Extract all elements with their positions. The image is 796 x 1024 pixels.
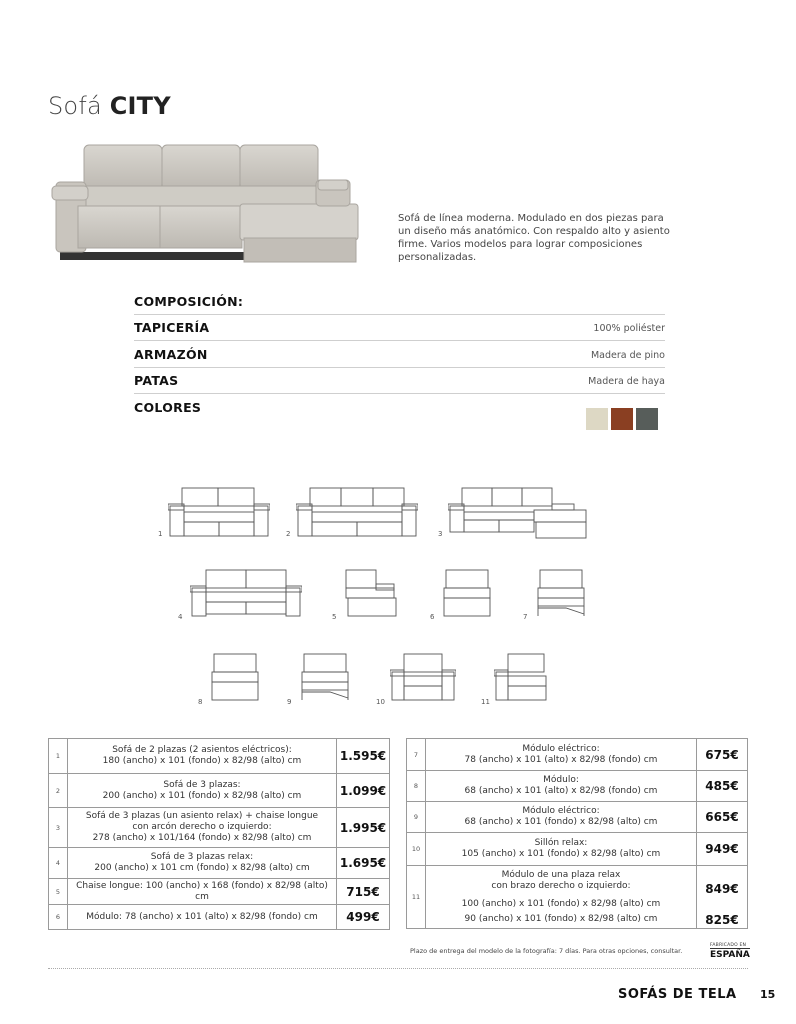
table-row — [49, 774, 390, 808]
color-swatch-brown[interactable] — [611, 408, 633, 430]
diagram-number: 9 — [287, 698, 292, 706]
desc-line: 105 (ancho) x 101 (fondo) x 82/98 (alto) cm — [461, 849, 661, 859]
desc-line: con arcón derecho o izquierdo: — [132, 822, 272, 832]
diagram-number: 3 — [438, 530, 443, 538]
diagram-module-electric-68 — [300, 652, 350, 704]
desc-line: Módulo eléctrico: — [522, 743, 600, 754]
row-price: 715€ — [337, 879, 390, 905]
desc-line: Sofá de 3 plazas: — [163, 779, 241, 790]
row-number: 1 — [49, 739, 68, 774]
desc-line: 200 (ancho) x 101 (fondo) x 82/98 (alto) cm — [102, 790, 302, 801]
diagram-2-seat-sofa — [168, 486, 270, 540]
desc-line: Chaise longue: 100 (ancho) x 168 (fondo) x 82/98 (alto) cm — [76, 880, 328, 902]
table-row — [407, 866, 748, 897]
row-description — [68, 879, 337, 905]
row-price: 499€ — [337, 905, 390, 930]
price-table-right — [406, 738, 748, 929]
desc-line: Sofá de 2 plazas (2 asientos eléctricos): — [112, 745, 292, 755]
row-price: 825€ — [697, 912, 748, 929]
page-title — [48, 92, 171, 120]
desc-line: Módulo de una plaza relax — [501, 870, 621, 881]
variant-line: 100 (ancho) x 101 (fondo) x 82/98 (alto) cm — [426, 897, 697, 912]
row-number: 5 — [49, 879, 68, 905]
diagram-number: 4 — [178, 613, 183, 621]
row-price: 1.099€ — [337, 774, 390, 808]
sofa-photo — [50, 140, 368, 268]
badge-big-text: ESPAÑA — [710, 950, 750, 960]
diagram-number: 11 — [481, 698, 490, 706]
table-row — [407, 802, 748, 833]
row-description — [68, 808, 337, 848]
color-swatch-cream[interactable] — [586, 408, 608, 430]
diagram-number: 5 — [332, 613, 337, 621]
desc-line: Módulo: 78 (ancho) x 101 (alto) x 82/98 (fondo) cm — [86, 911, 318, 922]
title-bold: CITY — [109, 92, 171, 120]
desc-line: 68 (ancho) x 101 (alto) x 82/98 (fondo) cm — [464, 786, 658, 796]
diagram-armchair-relax — [390, 652, 456, 704]
diagram-3-seat-relax — [190, 568, 302, 620]
dotted-divider — [48, 968, 748, 969]
desc-line: Sofá de 3 plazas (un asiento relax) + chaise longue — [85, 811, 319, 821]
row-description — [426, 802, 697, 833]
table-row — [49, 879, 390, 905]
diagram-number: 10 — [376, 698, 385, 706]
row-number: 3 — [49, 808, 68, 848]
row-description — [68, 905, 337, 930]
section-title: SOFÁS DE TELA — [618, 987, 737, 1002]
desc-line: 200 (ancho) x 101 cm (fondo) x 82/98 (alto) cm — [94, 863, 310, 873]
desc-line: 78 (ancho) x 101 (alto) x 82/98 (fondo) cm — [464, 754, 658, 765]
diagram-number: 8 — [198, 698, 203, 706]
row-description — [68, 739, 337, 774]
table-row — [407, 897, 748, 912]
diagram-one-seat-relax-arm — [494, 652, 548, 704]
row-number: 8 — [407, 771, 426, 802]
spec-label: PATAS — [134, 373, 179, 388]
row-number: 2 — [49, 774, 68, 808]
row-number: 7 — [407, 739, 426, 771]
row-number: 6 — [49, 905, 68, 930]
table-row — [49, 905, 390, 930]
diagram-module-78 — [442, 568, 492, 620]
color-swatches — [586, 408, 658, 430]
diagram-number: 2 — [286, 530, 291, 538]
desc-line: Módulo eléctrico: — [522, 806, 600, 816]
row-price: 1.995€ — [337, 808, 390, 848]
spec-label: COLORES — [134, 400, 202, 415]
color-swatch-grey[interactable] — [636, 408, 658, 430]
table-row — [407, 771, 748, 802]
spec-label: COMPOSICIÓN: — [134, 294, 244, 309]
desc-line: 68 (ancho) x 101 (fondo) x 82/98 (alto) cm — [464, 817, 658, 827]
row-price: 665€ — [697, 802, 748, 833]
desc-line: 180 (ancho) x 101 (fondo) x 82/98 (alto) cm — [102, 756, 302, 766]
row-description — [68, 774, 337, 808]
row-price: 485€ — [697, 771, 748, 802]
row-description — [426, 833, 697, 866]
row-price: 1.695€ — [337, 848, 390, 879]
desc-line: Sillón relax: — [534, 838, 588, 848]
row-number: 9 — [407, 802, 426, 833]
diagram-3-seat-sofa — [296, 486, 418, 540]
diagram-module-68 — [210, 652, 260, 704]
desc-line: 278 (ancho) x 101/164 (fondo) x 82/98 (alto) cm — [92, 833, 312, 843]
table-row — [49, 739, 390, 774]
spec-label: ARMAZÓN — [134, 347, 208, 362]
row-price: 949€ — [697, 833, 748, 866]
title-light: Sofá — [48, 92, 102, 120]
diagram-chaise-sofa — [448, 486, 588, 540]
row-number: 11 — [407, 866, 426, 929]
diagram-module-electric-78 — [536, 568, 586, 620]
spec-row-composicion — [134, 288, 665, 315]
delivery-note: Plazo de entrega del modelo de la fotografía: 7 días. Para otras opciones, consultar. — [410, 947, 683, 955]
spec-row-tapiceria — [134, 314, 665, 341]
diagram-number: 6 — [430, 613, 435, 621]
desc-line: Sofá de 3 plazas relax: — [150, 852, 254, 862]
price-table-left — [48, 738, 390, 930]
spec-value: 100% poliéster — [593, 323, 665, 334]
row-price: 849€ — [697, 866, 748, 912]
table-row — [49, 848, 390, 879]
product-description: Sofá de línea moderna. Modulado en dos piezas para un diseño más anatómico. Con respaldo alto y asiento firme. Varios modelos para lograr composiciones personalizadas. — [398, 213, 670, 263]
variant-line: 90 (ancho) x 101 (fondo) x 82/98 (alto) cm — [426, 912, 697, 929]
page-number: 15 — [760, 988, 776, 1001]
diagram-number: 1 — [158, 530, 163, 538]
table-row — [49, 808, 390, 848]
row-description — [68, 848, 337, 879]
spec-value: Madera de haya — [588, 376, 665, 387]
badge-small-text: FABRICADO EN — [710, 943, 747, 948]
diagram-number: 7 — [523, 613, 528, 621]
desc-line: con brazo derecho o izquierdo: — [491, 881, 631, 892]
row-number: 10 — [407, 833, 426, 866]
row-description — [426, 739, 697, 771]
made-in-spain-badge — [710, 943, 750, 960]
row-price: 1.595€ — [337, 739, 390, 774]
table-row — [407, 833, 748, 866]
row-number: 4 — [49, 848, 68, 879]
table-row — [407, 912, 748, 929]
spec-row-patas — [134, 367, 665, 394]
row-description — [426, 771, 697, 802]
row-description — [426, 866, 697, 897]
table-row — [407, 739, 748, 771]
spec-value: Madera de pino — [590, 350, 665, 361]
row-price: 675€ — [697, 739, 748, 771]
spec-label: TAPICERÍA — [134, 320, 210, 335]
spec-row-armazon — [134, 341, 665, 368]
diagram-chaise-longue — [344, 568, 398, 620]
desc-line: Módulo: — [543, 775, 579, 785]
